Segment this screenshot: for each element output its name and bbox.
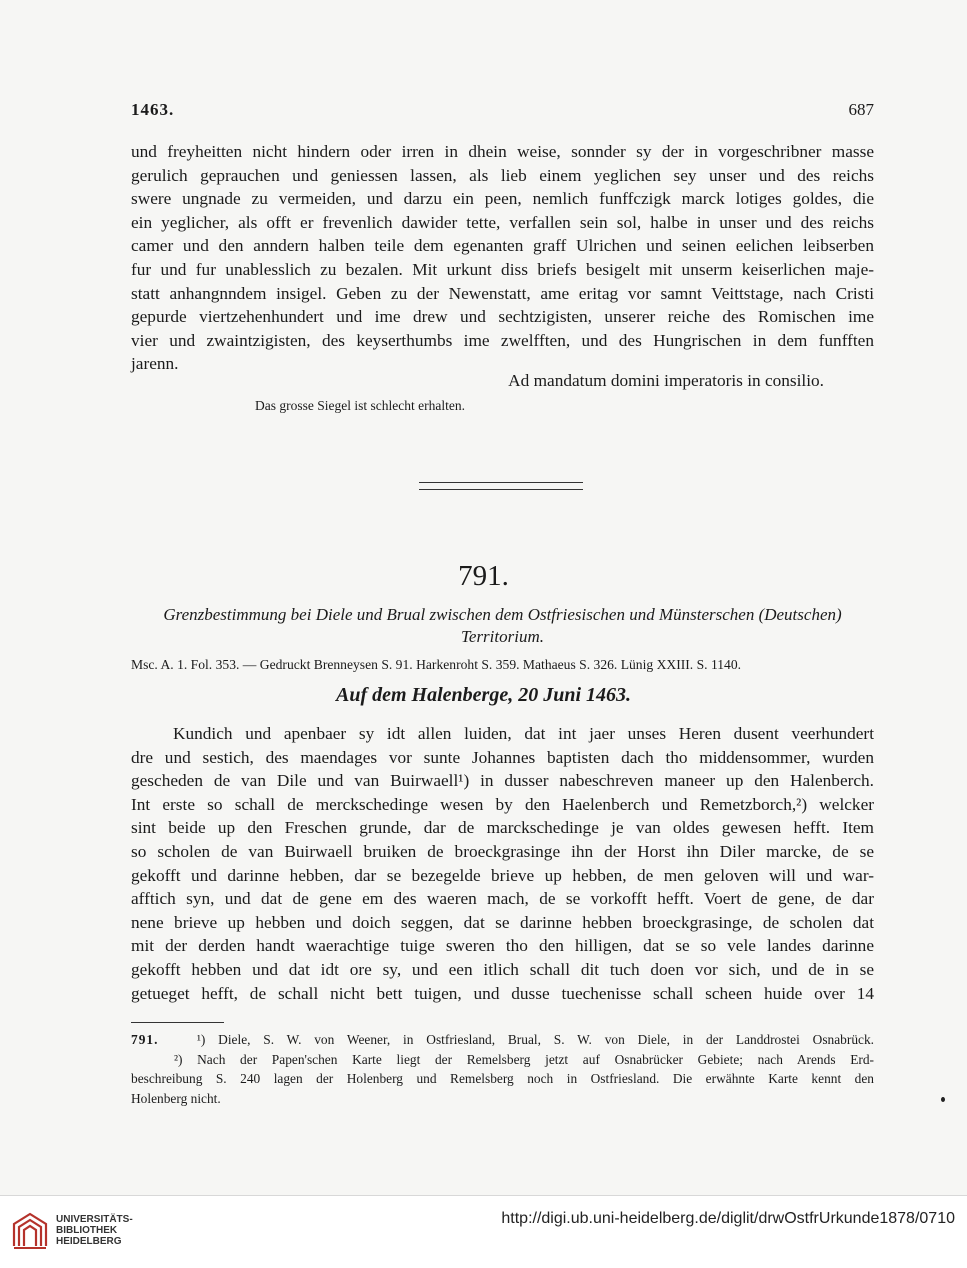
text-line: gerulich geprauchen und geniessen lassen, als lieb einem yeglichen sey unser und des reichs [131, 165, 874, 185]
document-title [131, 604, 874, 648]
library-name-line: BIBLIOTHEK [56, 1225, 118, 1236]
footnotes [131, 1030, 874, 1108]
page-header [131, 100, 874, 122]
footnote-rule [131, 1022, 224, 1023]
text-line: gekofft und darinne hebben, dar se bezegelde brieve up hebben, de men geloven will und war- [131, 865, 874, 885]
source-references: Msc. A. 1. Fol. 353. — Gedruckt Brenneysen S. 91. Harkenroht S. 359. Mathaeus S. 326. Lünig XXIII. S. 1140. [131, 657, 742, 672]
text-line: camer und den anndern halben teile dem egenanten graff Ulrichen und seinen eelichen leibserben [131, 236, 874, 256]
permalink-url[interactable]: http://digi.ub.uni-heidelberg.de/diglit/drwOstfrUrkunde1878/0710 [501, 1210, 955, 1227]
text-line: fur und fur unablesslich zu bezalen. Mit urkunt diss briefs besigelt mit unserm keiserlichen maje- [131, 259, 874, 279]
text-line: und freyheitten nicht hindern oder irren in dhein weise, sonnder sy der in vorgeschribner masse [131, 142, 874, 161]
text-line: so scholen de van Buirwaell bruiken de broeckgrasinge ihn der Horst ihn Diler marcke, de se [131, 841, 874, 861]
library-logo-icon[interactable] [10, 1210, 50, 1250]
footnote-2-line: Holenberg nicht. [131, 1090, 221, 1106]
text-line: ein yeglicher, als offt er frevenlich dawider tette, verfallen sein sol, halbe in unser und des reichs [131, 212, 874, 232]
text-line: sint beide up den Freschen grunde, dar de marckschedinge je van oldes gewesen hefft. Item [131, 818, 874, 838]
text-line: nene brieve up hebben und doich seggen, dat se darinne hebben broeckgrasinge, de scholen dat [131, 912, 874, 932]
text-line: gepurde viertzehenhundert und ime drew und sechtzigisten, unserer reiche des Romischen ime [131, 307, 874, 327]
text-line: swere ungnade zu vermeiden, und darzu ein peen, nemlich funffczigk marck lotiges goldes, die [131, 189, 874, 209]
text-line: dre und sestich, des maendages vor sunte Johannes baptisten dach tho middensommer, wurden [131, 747, 874, 767]
footnote-2-line: ²) Nach der Papen'schen Karte liegt der Remelsberg jetzt auf Osnabrücker Gebiete; nach Arends Erd- [174, 1051, 874, 1067]
library-name-line: HEIDELBERG [56, 1236, 122, 1247]
text-line: gekofft hebben und dat idt ore sy, und een itlich schall dit tuch doen vor sich, und de in se [131, 959, 874, 979]
document-number: 791. [458, 560, 509, 592]
header-year: 1463. [131, 100, 175, 119]
footnote-2-line: beschreibung S. 240 lagen der Holenberg und Remelsberg noch in Ostfriesland. Die erwähnte Karte kennt den [131, 1071, 874, 1086]
library-name-line: UNIVERSITÄTS- [56, 1214, 133, 1225]
text-line: Kundich und apenbaer sy idt allen luiden, dat int jaer unses Heren dusent veerhundert [173, 724, 874, 743]
footnote-doc-number: 791. [131, 1032, 159, 1047]
footnote-1 [131, 1030, 874, 1050]
viewer-footer [0, 1195, 967, 1268]
text-line: statt anhangnndem insigel. Geben zu der Newenstatt, ame eritag vor samnt Veittstage, nach Cristi [131, 283, 874, 303]
page-number: 687 [848, 100, 874, 119]
text-line: jarenn. [131, 354, 179, 374]
text-line: getueget hefft, de schall nicht bett tuigen, und dusse tuechenisse schall scheen huide over 14 [131, 983, 874, 1003]
scan-speck [941, 1097, 945, 1102]
text-line: Int erste so schall de merckschedinge wesen by den Haelenberch und Remetzborch,²) welcker [131, 794, 874, 814]
paragraph-1 [131, 140, 874, 376]
text-line: gescheden de van Dile und van Buirwaell¹) in dusser nabeschreven maneer up den Halenberch. [131, 771, 874, 791]
seal-note: Das grosse Siegel ist schlecht erhalten. [255, 398, 465, 413]
signature-line: Ad mandatum domini imperatoris in consilio. [508, 371, 824, 390]
text-line: vier und zwaintzigisten, des keyserthumbs ime zwelfften, und des Hungrischen in dem funfften [131, 330, 874, 350]
document-title-line: Territorium. [461, 627, 544, 646]
paragraph-2 [131, 722, 874, 1005]
text-line: afftich syn, und dat de gene em des waeren mach, de se vorkofft hefft. Voert de gene, de dar [131, 889, 874, 909]
place-date-heading: Auf dem Halenberge, 20 Juni 1463. [335, 684, 631, 706]
document-title-line: Grenzbestimmung bei Diele und Brual zwischen dem Ostfriesischen und Münsterschen (Deutschen) [163, 605, 842, 624]
footnote-text: ¹) Diele, S. W. von Weener, in Ostfriesland, Brual, S. W. von Diele, in der Landdrostei Osnabrück. [196, 1032, 875, 1047]
library-name[interactable] [56, 1214, 133, 1247]
section-divider [419, 482, 583, 490]
text-line: mit der derden handt waerachtige tuige sweren tho den hilligen, dat se so vele landes darinne [131, 936, 874, 956]
library-logo-svg [10, 1210, 50, 1250]
